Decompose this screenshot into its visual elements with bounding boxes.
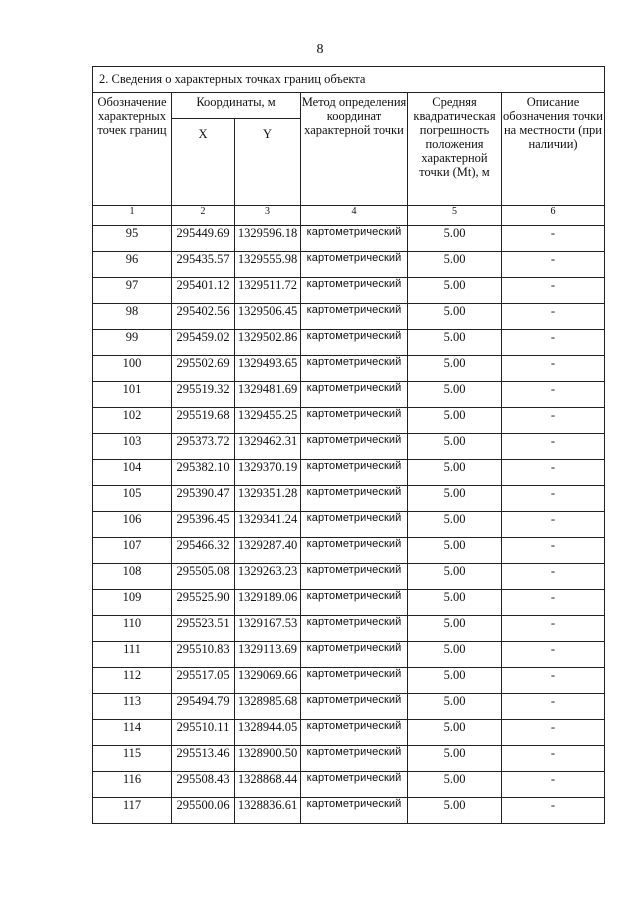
table-row [93, 720, 605, 746]
table-row [93, 460, 605, 486]
description-cell: - [502, 278, 605, 304]
y-coordinate-cell: 1328868.44 [235, 772, 301, 798]
x-coordinate-cell: 295401.12 [172, 278, 235, 304]
method-cell: картометрический [301, 304, 408, 330]
point-cell: 96 [93, 252, 172, 278]
point-cell: 109 [93, 590, 172, 616]
error-cell: 5.00 [408, 252, 502, 278]
header-error: Средняя квадратическая погрешность положения характерной точки (Mt), м [408, 93, 502, 206]
error-cell: 5.00 [408, 590, 502, 616]
x-coordinate-cell: 295508.43 [172, 772, 235, 798]
x-coordinate-cell: 295449.69 [172, 226, 235, 252]
y-coordinate-cell: 1329113.69 [235, 642, 301, 668]
x-coordinate-cell: 295373.72 [172, 434, 235, 460]
point-cell: 106 [93, 512, 172, 538]
error-cell: 5.00 [408, 408, 502, 434]
table-row [93, 356, 605, 382]
description-cell: - [502, 356, 605, 382]
point-cell: 107 [93, 538, 172, 564]
y-coordinate-cell: 1328900.50 [235, 746, 301, 772]
table-row [93, 668, 605, 694]
page-number: 8 [316, 42, 324, 57]
method-cell: картометрический [301, 486, 408, 512]
error-cell: 5.00 [408, 330, 502, 356]
header-description: Описание обозначения точки на местности (при наличии) [502, 93, 605, 206]
description-cell: - [502, 668, 605, 694]
x-coordinate-cell: 295390.47 [172, 486, 235, 512]
x-coordinate-cell: 295519.32 [172, 382, 235, 408]
description-cell: - [502, 616, 605, 642]
description-cell: - [502, 486, 605, 512]
x-coordinate-cell: 295502.69 [172, 356, 235, 382]
table-row [93, 382, 605, 408]
x-coordinate-cell: 295435.57 [172, 252, 235, 278]
method-cell: картометрический [301, 330, 408, 356]
point-cell: 98 [93, 304, 172, 330]
header-row [93, 93, 605, 119]
error-cell: 5.00 [408, 356, 502, 382]
description-cell: - [502, 746, 605, 772]
method-cell: картометрический [301, 720, 408, 746]
description-cell: - [502, 330, 605, 356]
method-cell: картометрический [301, 772, 408, 798]
description-cell: - [502, 226, 605, 252]
point-cell: 114 [93, 720, 172, 746]
x-coordinate-cell: 295402.56 [172, 304, 235, 330]
x-coordinate-cell: 295382.10 [172, 460, 235, 486]
description-cell: - [502, 772, 605, 798]
header-point-designation: Обозначение характерных точек границ [93, 93, 172, 206]
method-cell: картометрический [301, 408, 408, 434]
error-cell: 5.00 [408, 642, 502, 668]
boundary-points-table [92, 66, 605, 824]
point-cell: 110 [93, 616, 172, 642]
point-cell: 105 [93, 486, 172, 512]
description-cell: - [502, 642, 605, 668]
method-cell: картометрический [301, 746, 408, 772]
column-numbers-row [93, 206, 605, 226]
error-cell: 5.00 [408, 694, 502, 720]
point-cell: 113 [93, 694, 172, 720]
column-number: 5 [408, 206, 502, 226]
description-cell: - [502, 720, 605, 746]
description-cell: - [502, 460, 605, 486]
table-row [93, 798, 605, 824]
description-cell: - [502, 382, 605, 408]
method-cell: картометрический [301, 434, 408, 460]
point-cell: 111 [93, 642, 172, 668]
x-coordinate-cell: 295519.68 [172, 408, 235, 434]
point-cell: 115 [93, 746, 172, 772]
error-cell: 5.00 [408, 226, 502, 252]
table-row [93, 330, 605, 356]
method-cell: картометрический [301, 564, 408, 590]
method-cell: картометрический [301, 694, 408, 720]
error-cell: 5.00 [408, 798, 502, 824]
y-coordinate-cell: 1328836.61 [235, 798, 301, 824]
table-row [93, 642, 605, 668]
y-coordinate-cell: 1329462.31 [235, 434, 301, 460]
description-cell: - [502, 252, 605, 278]
point-cell: 104 [93, 460, 172, 486]
column-number: 6 [502, 206, 605, 226]
table-row [93, 252, 605, 278]
error-cell: 5.00 [408, 512, 502, 538]
method-cell: картометрический [301, 252, 408, 278]
method-cell: картометрический [301, 590, 408, 616]
y-coordinate-cell: 1329596.18 [235, 226, 301, 252]
description-cell: - [502, 694, 605, 720]
point-cell: 117 [93, 798, 172, 824]
column-number: 4 [301, 206, 408, 226]
header-y: Y [235, 119, 301, 206]
x-coordinate-cell: 295505.08 [172, 564, 235, 590]
y-coordinate-cell: 1329555.98 [235, 252, 301, 278]
table-row [93, 538, 605, 564]
error-cell: 5.00 [408, 538, 502, 564]
section-title-row [93, 67, 605, 93]
description-cell: - [502, 538, 605, 564]
description-cell: - [502, 304, 605, 330]
y-coordinate-cell: 1329502.86 [235, 330, 301, 356]
method-cell: картометрический [301, 798, 408, 824]
point-cell: 112 [93, 668, 172, 694]
table-row [93, 486, 605, 512]
method-cell: картометрический [301, 642, 408, 668]
point-cell: 108 [93, 564, 172, 590]
point-cell: 116 [93, 772, 172, 798]
x-coordinate-cell: 295510.83 [172, 642, 235, 668]
x-coordinate-cell: 295525.90 [172, 590, 235, 616]
column-number: 3 [235, 206, 301, 226]
y-coordinate-cell: 1329370.19 [235, 460, 301, 486]
point-cell: 99 [93, 330, 172, 356]
y-coordinate-cell: 1329481.69 [235, 382, 301, 408]
x-coordinate-cell: 295396.45 [172, 512, 235, 538]
description-cell: - [502, 512, 605, 538]
error-cell: 5.00 [408, 564, 502, 590]
error-cell: 5.00 [408, 720, 502, 746]
y-coordinate-cell: 1329069.66 [235, 668, 301, 694]
y-coordinate-cell: 1329455.25 [235, 408, 301, 434]
table-row [93, 304, 605, 330]
table-row [93, 434, 605, 460]
method-cell: картометрический [301, 616, 408, 642]
y-coordinate-cell: 1329287.40 [235, 538, 301, 564]
error-cell: 5.00 [408, 382, 502, 408]
method-cell: картометрический [301, 382, 408, 408]
method-cell: картометрический [301, 538, 408, 564]
point-cell: 102 [93, 408, 172, 434]
table-row [93, 278, 605, 304]
description-cell: - [502, 408, 605, 434]
description-cell: - [502, 590, 605, 616]
error-cell: 5.00 [408, 668, 502, 694]
error-cell: 5.00 [408, 460, 502, 486]
point-cell: 103 [93, 434, 172, 460]
y-coordinate-cell: 1328985.68 [235, 694, 301, 720]
description-cell: - [502, 798, 605, 824]
x-coordinate-cell: 295500.06 [172, 798, 235, 824]
x-coordinate-cell: 295523.51 [172, 616, 235, 642]
error-cell: 5.00 [408, 304, 502, 330]
method-cell: картометрический [301, 226, 408, 252]
description-cell: - [502, 434, 605, 460]
column-number: 2 [172, 206, 235, 226]
y-coordinate-cell: 1328944.05 [235, 720, 301, 746]
x-coordinate-cell: 295513.46 [172, 746, 235, 772]
y-coordinate-cell: 1329167.53 [235, 616, 301, 642]
error-cell: 5.00 [408, 278, 502, 304]
x-coordinate-cell: 295466.32 [172, 538, 235, 564]
section-title: 2. Сведения о характерных точках границ объекта [93, 67, 605, 93]
table-row [93, 226, 605, 252]
table-row [93, 512, 605, 538]
table-row [93, 408, 605, 434]
point-cell: 101 [93, 382, 172, 408]
x-coordinate-cell: 295459.02 [172, 330, 235, 356]
description-cell: - [502, 564, 605, 590]
header-method: Метод определения координат характерной точки [301, 93, 408, 206]
y-coordinate-cell: 1329263.23 [235, 564, 301, 590]
point-cell: 95 [93, 226, 172, 252]
method-cell: картометрический [301, 512, 408, 538]
error-cell: 5.00 [408, 616, 502, 642]
error-cell: 5.00 [408, 772, 502, 798]
column-number: 1 [93, 206, 172, 226]
y-coordinate-cell: 1329511.72 [235, 278, 301, 304]
method-cell: картометрический [301, 668, 408, 694]
header-coordinates: Координаты, м [172, 93, 301, 119]
method-cell: картометрический [301, 460, 408, 486]
x-coordinate-cell: 295510.11 [172, 720, 235, 746]
method-cell: картометрический [301, 278, 408, 304]
x-coordinate-cell: 295517.05 [172, 668, 235, 694]
table-row [93, 590, 605, 616]
error-cell: 5.00 [408, 486, 502, 512]
table-row [93, 616, 605, 642]
table-row [93, 564, 605, 590]
error-cell: 5.00 [408, 746, 502, 772]
point-cell: 97 [93, 278, 172, 304]
y-coordinate-cell: 1329493.65 [235, 356, 301, 382]
x-coordinate-cell: 295494.79 [172, 694, 235, 720]
error-cell: 5.00 [408, 434, 502, 460]
table-row [93, 746, 605, 772]
header-x: X [172, 119, 235, 206]
y-coordinate-cell: 1329341.24 [235, 512, 301, 538]
y-coordinate-cell: 1329351.28 [235, 486, 301, 512]
y-coordinate-cell: 1329506.45 [235, 304, 301, 330]
method-cell: картометрический [301, 356, 408, 382]
y-coordinate-cell: 1329189.06 [235, 590, 301, 616]
table-row [93, 772, 605, 798]
point-cell: 100 [93, 356, 172, 382]
table-row [93, 694, 605, 720]
